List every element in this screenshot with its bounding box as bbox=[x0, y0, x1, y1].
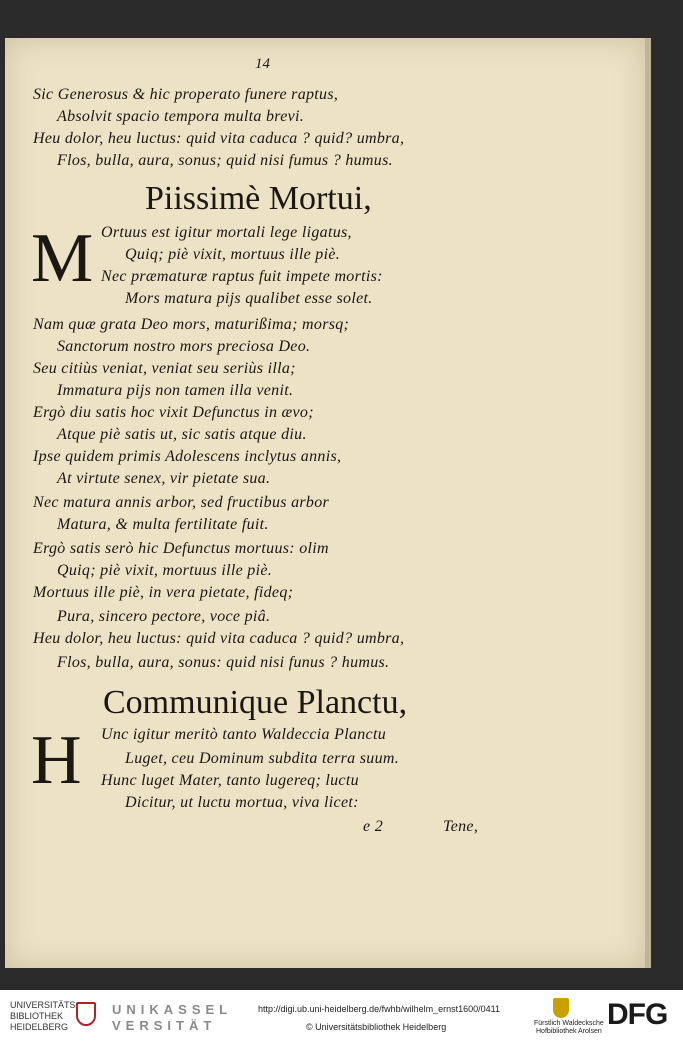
drop-cap: H bbox=[31, 722, 82, 799]
kassel-line-2: VERSITÄT bbox=[112, 1018, 217, 1033]
verse-line: Ortuus est igitur mortali lege ligatus, bbox=[101, 224, 352, 241]
verse-line: Luget, ceu Dominum subdita terra suum. bbox=[125, 750, 400, 767]
institution-line: UNIVERSITÄTS- bbox=[10, 1000, 79, 1010]
waldeck-crest-icon bbox=[553, 998, 569, 1018]
verse-line: Absolvit spacio tempora multa brevi. bbox=[57, 108, 305, 125]
page-number: 14 bbox=[255, 56, 270, 72]
verse-line: Seu citiùs veniat, veniat seu seriùs illa; bbox=[33, 360, 296, 377]
verse-line: Sic Generosus & hic properato funere raptus, bbox=[33, 86, 339, 103]
document-page bbox=[5, 38, 645, 968]
viewer-footer bbox=[0, 990, 683, 1044]
catchword: Tene, bbox=[443, 818, 479, 835]
dfg-logo: DFG bbox=[607, 998, 668, 1031]
verse-line: Ipse quidem primis Adolescens inclytus annis, bbox=[33, 448, 342, 465]
kassel-line-1: UNIKASSEL bbox=[112, 1002, 233, 1017]
verse-line: Dicitur, ut luctu mortua, viva licet: bbox=[125, 794, 359, 811]
institution-line: HEIDELBERG bbox=[10, 1022, 69, 1032]
verse-line: Heu dolor, heu luctus: quid vita caduca ? quid? umbra, bbox=[33, 130, 405, 147]
verse-line: Matura, & multa fertilitate fuit. bbox=[57, 516, 269, 533]
copyright-notice: © Universitätsbibliothek Heidelberg bbox=[306, 1022, 447, 1032]
verse-line: Ergò satis serò hic Defunctus mortuus: olim bbox=[33, 540, 329, 557]
verse-line: Nam quæ grata Deo mors, maturißima; morsq; bbox=[33, 316, 350, 333]
verse-line: Ergò diu satis hoc vixit Defunctus in ævo; bbox=[33, 404, 314, 421]
verse-line: Flos, bulla, aura, sonus: quid nisi funus ? humus. bbox=[57, 654, 390, 671]
verse-line: Quiq; piè vixit, mortuus ille piè. bbox=[125, 246, 341, 263]
signature-mark: e 2 bbox=[363, 818, 384, 835]
partner-library-label bbox=[534, 1020, 604, 1036]
verse-line: Unc igitur meritò tanto Waldeccia Planctu bbox=[101, 726, 387, 743]
verse-line: Nec matura annis arbor, sed fructibus arbor bbox=[33, 494, 330, 511]
verse-line: At virtute senex, vir pietate sua. bbox=[57, 470, 271, 487]
drop-cap: M bbox=[31, 220, 94, 297]
institution-line: BIBLIOTHEK bbox=[10, 1011, 64, 1021]
verse-line: Nec præmaturæ raptus fuit impete mortis: bbox=[101, 268, 383, 285]
verse-line: Hunc luget Mater, tanto lugereq; luctu bbox=[101, 772, 359, 789]
section-heading: Piissimè Mortui, bbox=[145, 180, 372, 217]
verse-line: Mors matura pijs qualibet esse solet. bbox=[125, 290, 373, 307]
university-library-label bbox=[10, 1000, 79, 1033]
verse-line: Flos, bulla, aura, sonus; quid nisi fumus ? humus. bbox=[57, 152, 393, 169]
verse-line: Mortuus ille piè, in vera pietate, fideq; bbox=[33, 584, 294, 601]
verse-line: Immatura pijs non tamen illa venit. bbox=[57, 382, 294, 399]
page-edge bbox=[645, 38, 651, 968]
verse-line: Sanctorum nostro mors preciosa Deo. bbox=[57, 338, 311, 355]
uni-kassel-logo-icon bbox=[76, 1002, 96, 1026]
verse-line: Heu dolor, heu luctus: quid vita caduca ? quid? umbra, bbox=[33, 630, 405, 647]
uni-kassel-wordmark bbox=[112, 1002, 232, 1034]
verse-line: Atque piè satis ut, sic satis atque diu. bbox=[57, 426, 307, 443]
partner-line: Fürstlich Waldecksche bbox=[534, 1020, 604, 1027]
section-heading: Communique Planctu, bbox=[103, 684, 408, 721]
verse-line: Quiq; piè vixit, mortuus ille piè. bbox=[57, 562, 273, 579]
permalink-url[interactable]: http://digi.ub.uni-heidelberg.de/fwhb/wilhelm_ernst1600/0411 bbox=[258, 1004, 500, 1014]
verse-line: Pura, sincero pectore, voce piâ. bbox=[57, 608, 271, 625]
partner-line: Hofbibliothek Arolsen bbox=[536, 1028, 602, 1035]
